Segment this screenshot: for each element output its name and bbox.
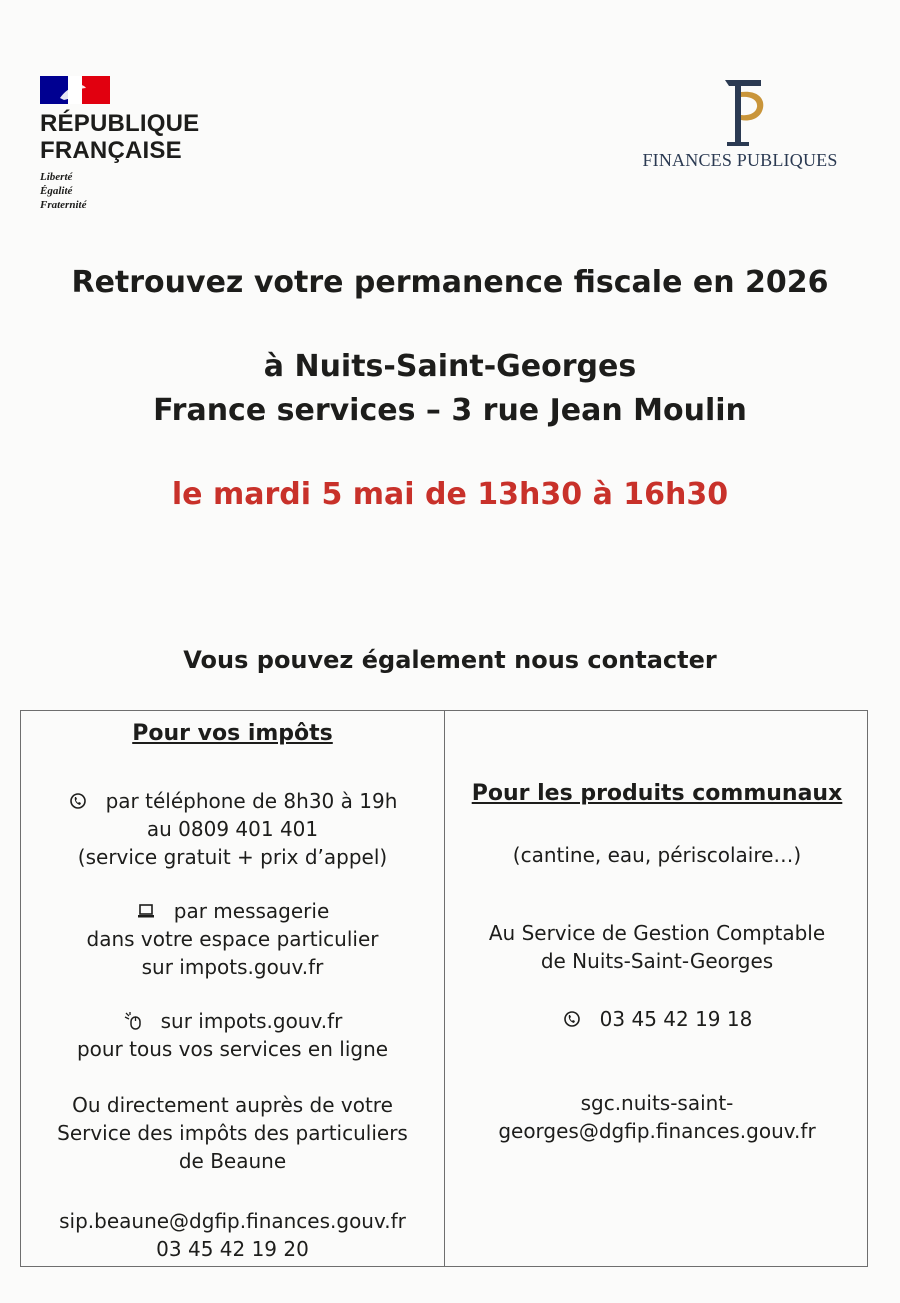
sip-phone: 03 45 42 19 20 <box>156 1237 309 1261</box>
sgc-email-block[interactable] <box>445 1089 869 1145</box>
online-site[interactable]: sur impots.gouv.fr <box>160 1009 343 1033</box>
online-services-block <box>21 1007 444 1063</box>
republique-francaise-logo <box>40 76 240 212</box>
communaux-subtitle: (cantine, eau, périscolaire…) <box>512 843 802 867</box>
sgc-block <box>445 919 869 975</box>
sgc-email-line2[interactable]: georges@dgfip.finances.gouv.fr <box>498 1119 816 1143</box>
sgc-line2: de Nuits-Saint-Georges <box>540 949 774 973</box>
sgc-line1: Au Service de Gestion Comptable <box>488 921 826 945</box>
impots-column <box>21 711 445 1266</box>
mouse-click-icon <box>123 1011 143 1031</box>
finances-publiques-emblem-icon <box>705 72 775 148</box>
sip-line3: de Beaune <box>178 1149 287 1173</box>
rf-line2: FRANÇAISE <box>40 137 182 164</box>
location-line: à Nuits-Saint-Georges <box>263 349 637 384</box>
contact-intro: Vous pouvez également nous contacter <box>183 646 717 674</box>
phone-icon <box>68 791 88 811</box>
sgc-email-line1[interactable]: sgc.nuits-saint- <box>580 1091 734 1115</box>
communaux-column <box>445 711 869 1266</box>
sip-block <box>21 1091 444 1175</box>
messaging-block <box>21 897 444 981</box>
finances-publiques-logo <box>630 72 850 171</box>
motto-liberte: Liberté <box>40 171 73 183</box>
rf-line1: RÉPUBLIQUE <box>40 110 200 137</box>
sgc-phone-block <box>445 1005 869 1033</box>
phone-number-line: au 0809 401 401 <box>146 817 319 841</box>
messaging-space: dans votre espace particulier <box>86 927 379 951</box>
page-title: Retrouvez votre permanence fiscale en 2026 <box>71 265 829 300</box>
messaging-site[interactable]: sur impots.gouv.fr <box>141 955 324 979</box>
address-line: France services – 3 rue Jean Moulin <box>153 393 747 428</box>
finances-publiques-label: FINANCES PUBLIQUES <box>642 150 838 170</box>
marianne-flag-icon <box>40 76 110 104</box>
online-services-text: pour tous vos services en ligne <box>76 1037 389 1061</box>
sgc-phone: 03 45 42 19 18 <box>599 1007 753 1031</box>
motto-egalite: Égalité <box>40 185 73 197</box>
laptop-icon <box>136 901 156 921</box>
phone-pricing: (service gratuit + prix d’appel) <box>77 845 388 869</box>
phone-contact-block <box>21 787 444 871</box>
sip-line2: Service des impôts des particuliers <box>57 1121 408 1145</box>
contact-table <box>20 710 868 1267</box>
phone-icon <box>562 1009 582 1029</box>
messaging-label: par messagerie <box>173 899 330 923</box>
impots-heading: Pour vos impôts <box>132 721 333 746</box>
sip-email[interactable]: sip.beaune@dgfip.finances.gouv.fr <box>59 1209 406 1233</box>
sip-line1: Ou directement auprès de votre <box>72 1093 393 1117</box>
sip-contact-block <box>21 1207 444 1263</box>
phone-hours: par téléphone de 8h30 à 19h <box>105 789 398 813</box>
motto-fraternite: Fraternité <box>40 199 87 211</box>
date-line: le mardi 5 mai de 13h30 à 16h30 <box>171 477 729 512</box>
communaux-heading: Pour les produits communaux <box>471 781 843 806</box>
